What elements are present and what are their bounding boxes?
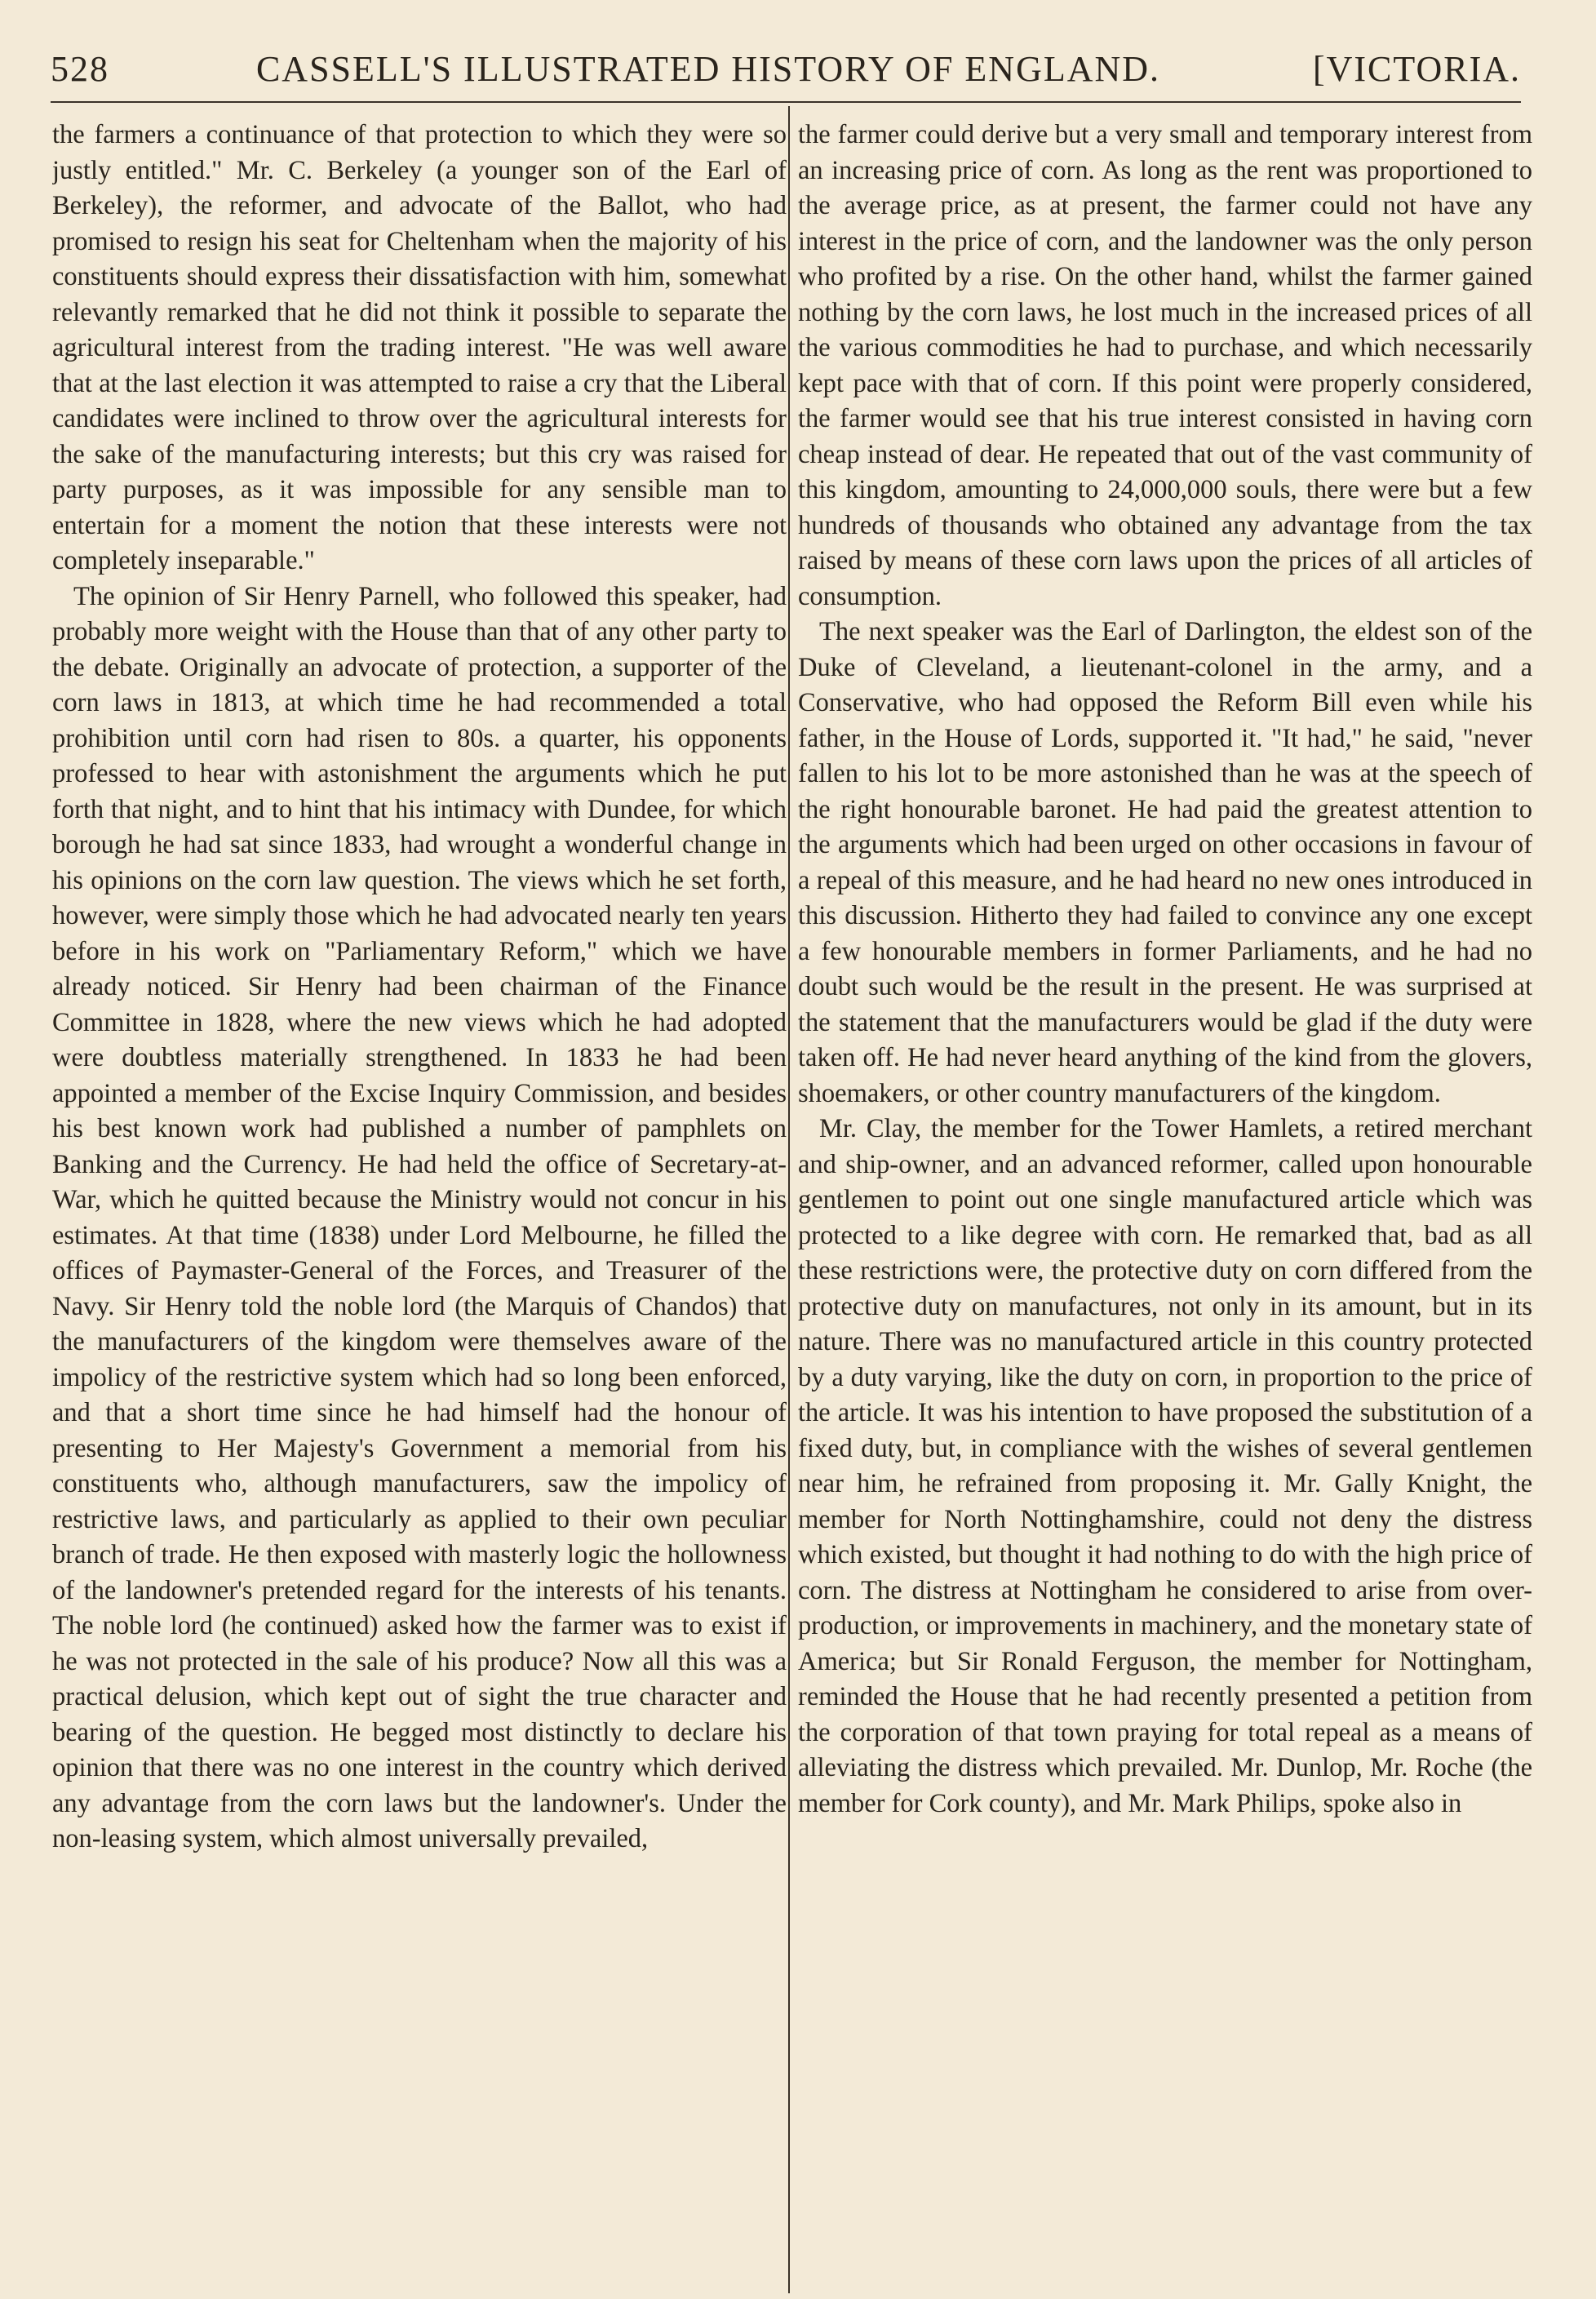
right-column bbox=[798, 118, 1532, 2288]
header-rule bbox=[51, 101, 1521, 103]
paragraph: Mr. Clay, the member for the Tower Hamlets, a retired merchant and ship-owner, and an advanced reformer, called upon honourable gentlemen to point out one single manufactured article which was protected to a like degree with corn. He remarked that, bad as all these restrictions were, the protective duty on corn differed from the protective duty on manufactures, not only in its amount, but in its nature. There was no manufactured article in this country protected by a duty varying, like the duty on corn, in proportion to the price of the article. It was his intention to have proposed the substitution of a fixed duty, but, in compliance with the wishes of several gentlemen near him, he refrained from proposing it. Mr. Gally Knight, the member for North Nottinghamshire, could not deny the distress which existed, but thought it had nothing to do with the high price of corn. The distress at Nottingham he considered to arise from over-production, or improvements in machinery, and the monetary state of America; but Sir Ronald Ferguson, the member for Nottingham, reminded the House that he had recently presented a petition from the corporation of that town praying for total repeal as a means of alleviating the distress which prevailed. Mr. Dunlop, Mr. Roche (the member for Cork county), and Mr. Mark Philips, spoke also in bbox=[798, 1114, 1532, 1818]
column-divider bbox=[788, 106, 790, 2293]
page-number: 528 bbox=[51, 48, 109, 89]
running-title: CASSELL'S ILLUSTRATED HISTORY OF ENGLAND. bbox=[255, 48, 1161, 89]
paragraph: The opinion of Sir Henry Parnell, who followed this speaker, had probably more weight with the House than that of any other party to the debate. Originally an advocate of protection, a supporter of the corn laws in 1813, at which time he had recommended a total prohibition until corn had risen to 80s. a quarter, his opponents professed to hear with astonishment the arguments which he put forth that night, and to hint that his intimacy with Dundee, for which borough he had sat since 1833, had wrought a wonderful change in his opinions on the corn law question. The views which he set forth, however, were simply those which he had advocated nearly ten years before in his work on "Parliamentary Reform," which we have already noticed. Sir Henry had been chairman of the Finance Committee in 1828, where the new views which he had adopted were doubtless materially strengthened. In 1833 he had been appointed a member of the Excise Inquiry Commission, and besides his best known work had published a number of pamphlets on Banking and the Currency. He had held the office of Secretary-at-War, which he quitted because the Ministry would not concur in his estimates. At that time (1838) under Lord Melbourne, he filled the offices of Paymaster-General of the Forces, and Treasurer of the Navy. Sir Henry told the noble lord (the Marquis of Chandos) that the manufacturers of the kingdom were themselves aware of the impolicy of the restrictive system which had so long been enforced, and that a short time since he had himself had the honour of presenting to Her Majesty's Government a memorial from his constituents who, although manufacturers, saw the impolicy of restrictive laws, and particularly as applied to their own peculiar branch of trade. He then exposed with masterly logic the hollowness of the landowner's pretended regard for the interests of his tenants. The noble lord (he continued) asked how the farmer was to exist if he was not protected in the sale of his produce? Now all this was a practical delusion, which kept out of sight the true character and bearing of the question. He begged most distinctly to declare his opinion that there was no one interest in the country which derived any advantage from the corn laws but the landowner's. Under the non-leasing system, which almost universally prevailed, bbox=[52, 581, 787, 1853]
paragraph: the farmer could derive but a very small and temporary interest from an increasing price of corn. As long as the rent was proportioned to the average price, as at present, the farmer could not have any interest in the price of corn, and the landowner was the only person who profited by a rise. On the other hand, whilst the farmer gained nothing by the corn laws, he lost much in the increased prices of all the various commodities he had to purchase, and which necessarily kept pace with that of corn. If this point were properly considered, the farmer would see that his true interest consisted in having corn cheap instead of dear. He repeated that out of the vast community of this kingdom, amounting to 24,000,000 souls, there were but a few hundreds of thousands who obtained any advantage from the tax raised by means of these corn laws upon the prices of all articles of consumption. bbox=[798, 120, 1532, 611]
paragraph: the farmers a continuance of that protection to which they were so justly entitled." Mr. C. Berkeley (a younger son of the Earl of Berkeley), the reformer, and advocate of the Ballot, who had promised to resign his seat for Cheltenham when the majority of his constituents should express their dissatisfaction with him, somewhat relevantly remarked that he did not think it possible to separate the agricultural interest from the trading interest. "He was well aware that at the last election it was attempted to raise a cry that the Liberal candidates were inclined to throw over the agricultural interests for the sake of the manufacturing interests; but this cry was raised for party purposes, as it was impossible for any sensible man to entertain for a moment the notion that these interests were not completely inseparable." bbox=[52, 120, 787, 575]
section-label: [VICTORIA. bbox=[1312, 48, 1521, 89]
paragraph: The next speaker was the Earl of Darlington, the eldest son of the Duke of Cleveland, a lieutenant-colonel in the army, and a Conservative, who had opposed the Reform Bill even while his father, in the House of Lords, supported it. "It had," he said, "never fallen to his lot to be more astonished than he was at the speech of the right honourable baronet. He had paid the greatest attention to the arguments which had been urged on other occasions in favour of a repeal of this measure, and he had heard no new ones introduced in this discussion. Hitherto they had failed to convince any one except a few honourable members in former Parliaments, and he had no doubt such would be the result in the present. He was surprised at the statement that the manufacturers would be glad if the duty were taken off. He had never heard anything of the kind from the glovers, shoemakers, or other country manufacturers of the kingdom. bbox=[798, 617, 1532, 1108]
left-column bbox=[52, 118, 787, 2288]
running-header bbox=[51, 42, 1521, 95]
